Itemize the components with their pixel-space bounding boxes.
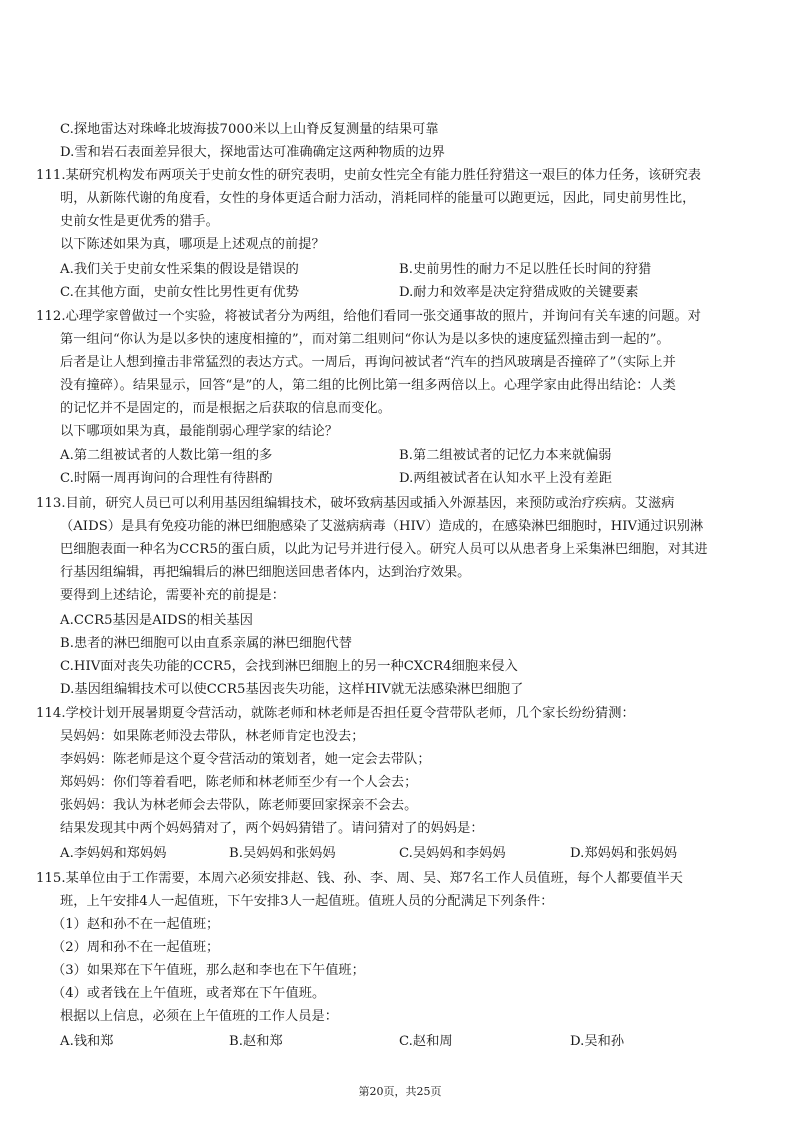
q114-statement-1: 吴妈妈：如果陈老师没去带队，林老师肯定也没去； — [60, 729, 365, 744]
q112-option-b: B.第二组被试者的记忆力本来就偏弱 — [399, 448, 612, 463]
q112-prompt: 以下哪项如果为真，最能削弱心理学家的结论？ — [60, 424, 338, 439]
q115-prompt: 根据以上信息，必须在上午值班的工作人员是： — [60, 1009, 338, 1024]
q115-stem-line2: 班，上午安排4人一起值班，下午安排3人一起值班。值班人员的分配满足下列条件： — [60, 894, 554, 909]
q111-stem-line2: 明，从新陈代谢的角度看，女性的身体更适合耐力活动，消耗同样的能量可以跑更远，因此，同史前男性比， — [60, 191, 696, 206]
q115-stem-line1: 115.某单位由于工作需要，本周六必须安排赵、钱、孙、李、周、吴、郑7名工作人员值班，每个人都要值半天 — [36, 871, 683, 886]
q111-stem-line1: 111.某研究机构发布两项关于史前女性的研究表明，史前女性完全有能力胜任狩猎这一艰巨的体力任务，该研究表 — [36, 168, 701, 183]
q115-condition-3: （3）如果郑在下午值班，那么赵和李也在下午值班； — [52, 963, 365, 978]
q113-option-a: A.CCR5基因是AIDS的相关基因 — [60, 613, 253, 628]
q113-stem-line4: 行基因组编辑，再把编辑后的淋巴细胞送回患者体内，达到治疗效果。 — [60, 565, 471, 580]
q114-option-d: D.郑妈妈和张妈妈 — [570, 846, 678, 861]
q111-option-d: D.耐力和效率是决定狩猎成败的关键要素 — [399, 285, 639, 300]
q113-prompt: 要得到上述结论，需要补充的前提是： — [60, 588, 286, 603]
q113-stem-line2: （AIDS）是具有免疫功能的淋巴细胞感染了艾滋病病毒（HIV）造成的，在感染淋巴细胞时，HIV通过识别淋 — [60, 519, 704, 534]
q115-option-d: D.吴和孙 — [570, 1034, 625, 1049]
q112-stem-line3: 后者是让人想到撞击非常猛烈的表达方式。一周后，再询问被试者“汽车的挡风玻璃是否撞碎了”（实际上并 — [60, 355, 676, 370]
q111-option-c: C.在其他方面，史前女性比男性更有优势 — [60, 285, 299, 300]
q111-stem-line3: 史前女性是更优秀的猎手。 — [60, 214, 219, 229]
q115-option-a: A.钱和郑 — [60, 1034, 114, 1049]
q115-condition-1: （1）赵和孙不在一起值班； — [52, 917, 220, 932]
q115-option-b: B.赵和郑 — [229, 1034, 283, 1049]
q113-option-d: D.基因组编辑技术可以使CCR5基因丧失功能，这样HIV就无法感染淋巴细胞了 — [60, 682, 524, 697]
q112-option-d: D.两组被试者在认知水平上没有差距 — [399, 471, 612, 486]
q111-option-a: A.我们关于史前女性采集的假设是错误的 — [60, 262, 299, 277]
q115-condition-4: （4）或者钱在上午值班，或者郑在下午值班。 — [52, 986, 326, 1001]
q114-option-b: B.吴妈妈和张妈妈 — [229, 846, 336, 861]
page-number-footer: 第20页，共25页 — [358, 1085, 442, 1098]
q114-stem-line1: 114.学校计划开展暑期夏令营活动，就陈老师和林老师是否担任夏令营带队老师，几个家长纷纷猜测： — [36, 706, 635, 721]
q114-prompt: 结果发现其中两个妈妈猜对了，两个妈妈猜错了。请问猜对了的妈妈是： — [60, 821, 484, 836]
q111-prompt: 以下陈述如果为真，哪项是上述观点的前提？ — [60, 237, 325, 252]
q112-option-a: A.第二组被试者的人数比第一组的多 — [60, 448, 273, 463]
q112-stem-line5: 的记忆并不是固定的，而是根据之后获取的信息而变化。 — [60, 401, 391, 416]
q113-stem-line1: 113.目前，研究人员已可以利用基因组编辑技术，破坏致病基因或插入外源基因，来预防或治疗疾病。艾滋病 — [36, 496, 675, 511]
q114-option-a: A.李妈妈和郑妈妈 — [60, 846, 167, 861]
q112-option-c: C.时隔一周再询问的合理性有待斟酌 — [60, 471, 273, 486]
prev-option-d: D.雪和岩石表面差异很大，探地雷达可准确确定这两种物质的边界 — [60, 145, 446, 160]
q115-condition-2: （2）周和孙不在一起值班； — [52, 940, 220, 955]
prev-option-c: C.探地雷达对珠峰北坡海拔7000米以上山脊反复测量的结果可靠 — [60, 122, 439, 137]
q114-statement-3: 郑妈妈：你们等着看吧，陈老师和林老师至少有一个人会去； — [60, 775, 418, 790]
q114-statement-2: 李妈妈：陈老师是这个夏令营活动的策划者，她一定会去带队； — [60, 752, 431, 767]
q112-stem-line4: 没有撞碎）。结果显示，回答“是”的人，第二组的比例比第一组多两倍以上。心理学家由此得出结论：人类 — [60, 378, 676, 393]
q114-option-c: C.吴妈妈和李妈妈 — [399, 846, 506, 861]
q113-option-b: B.患者的淋巴细胞可以由直系亲属的淋巴细胞代替 — [60, 636, 352, 651]
q111-option-b: B.史前男性的耐力不足以胜任长时间的狩猎 — [399, 262, 652, 277]
q115-option-c: C.赵和周 — [399, 1034, 453, 1049]
q113-option-c: C.HIV面对丧失功能的CCR5，会找到淋巴细胞上的另一种CXCR4细胞来侵入 — [60, 659, 518, 674]
q113-stem-line3: 巴细胞表面一种名为CCR5的蛋白质，以此为记号并进行侵入。研究人员可以从患者身上采集淋巴细胞，对其进 — [60, 542, 708, 557]
q112-stem-line1: 112.心理学家曾做过一个实验，将被试者分为两组，给他们看同一张交通事故的照片，并询问有关车速的问题。对 — [36, 309, 701, 324]
q114-statement-4: 张妈妈：我认为林老师会去带队，陈老师要回家探亲不会去。 — [60, 798, 418, 813]
q112-stem-line2: 第一组问“你认为是以多快的速度相撞的”，而对第二组则问“你认为是以多快的速度猛烈撞击到一起的”。 — [60, 332, 670, 347]
